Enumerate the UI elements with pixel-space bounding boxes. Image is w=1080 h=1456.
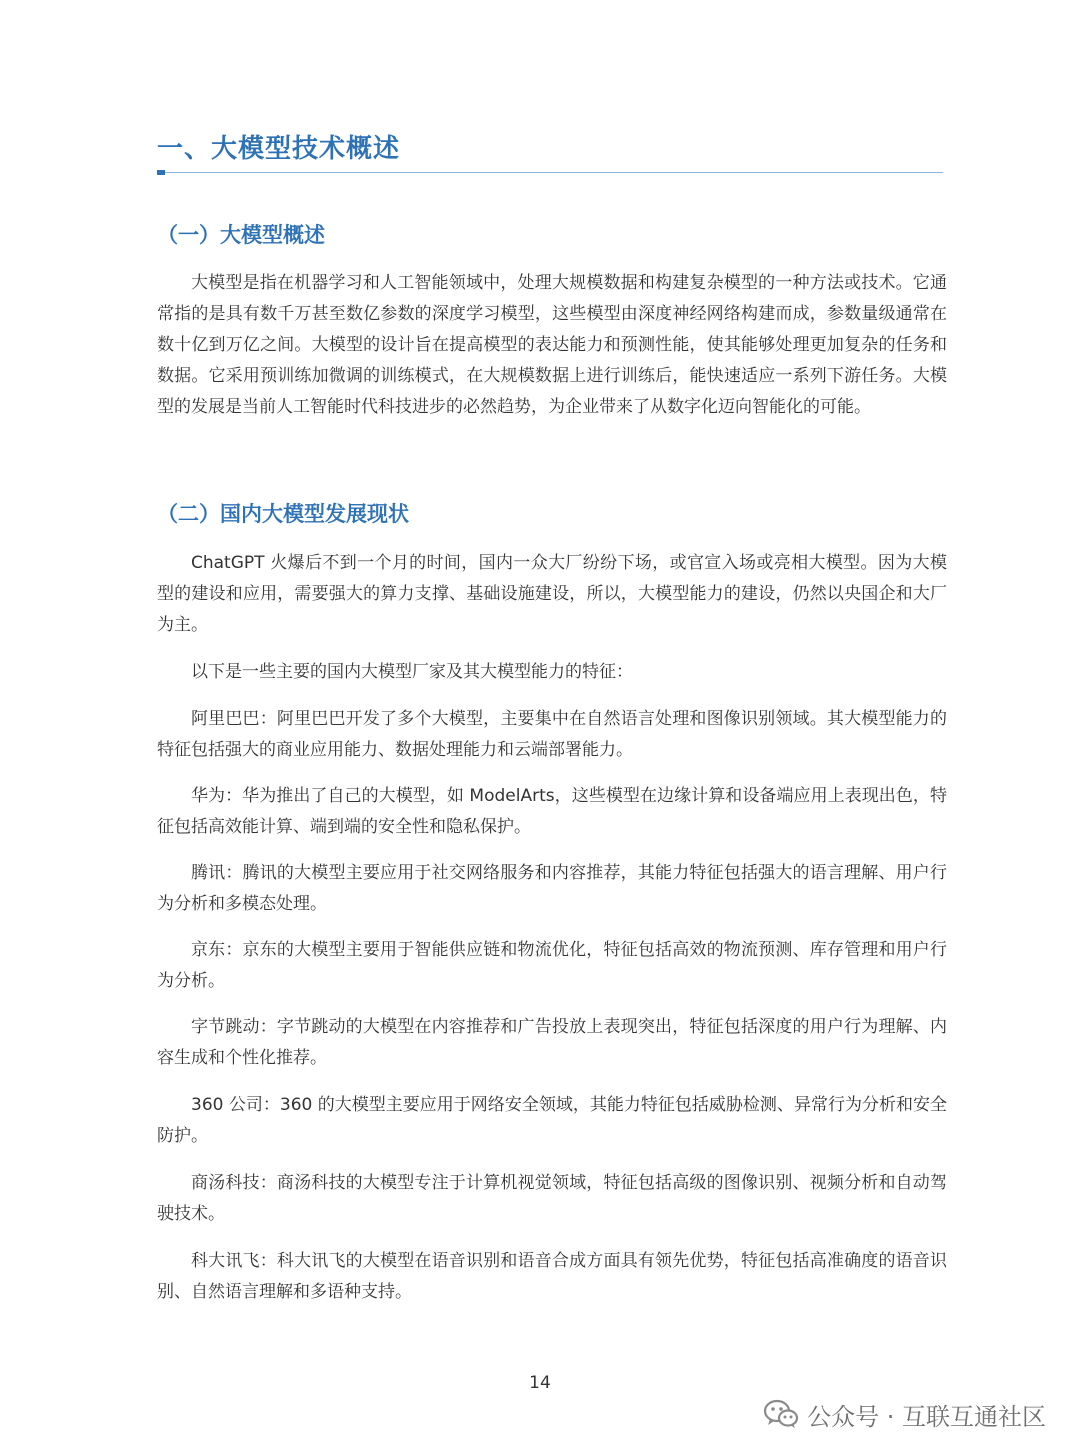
paragraph-jd: 京东：京东的大模型主要用于智能供应链和物流优化，特征包括高效的物流预测、库存管理和用户行为分析。	[157, 940, 947, 991]
chapter-divider	[157, 172, 943, 173]
chapter-divider-marker	[157, 170, 165, 175]
paragraph-sensetime: 商汤科技：商汤科技的大模型专注于计算机视觉领域，特征包括高级的图像识别、视频分析和自动驾驶技术。	[157, 1173, 947, 1224]
paragraph-bytedance: 字节跳动：字节跳动的大模型在内容推荐和广告投放上表现突出，特征包括深度的用户行为理解、内容生成和个性化推荐。	[157, 1017, 947, 1068]
paragraph-alibaba: 阿里巴巴：阿里巴巴开发了多个大模型，主要集中在自然语言处理和图像识别领域。其大模型能力的特征包括强大的商业应用能力、数据处理能力和云端部署能力。	[157, 709, 947, 760]
paragraph-overview: 大模型是指在机器学习和人工智能领域中，处理大规模数据和构建复杂模型的一种方法或技术。它通常指的是具有数千万甚至数亿参数的深度学习模型，这些模型由深度神经网络构建而成，参数量级通常在数十亿到万亿之间。大模型的设计旨在提高模型的表达能力和预测性能，使其能够处理更加复杂的任务和数据。它采用预训练加微调的训练模式，在大规模数据上进行训练后，能快速适应一系列下游任务。大模型的发展是当前人工智能时代科技进步的必然趋势，为企业带来了从数字化迈向智能化的可能。	[157, 273, 947, 417]
paragraph-tencent: 腾讯：腾讯的大模型主要应用于社交网络服务和内容推荐，其能力特征包括强大的语言理解、用户行为分析和多模态处理。	[157, 863, 947, 914]
chapter-title: 一、大模型技术概述	[157, 134, 401, 164]
paragraph-vendor-list-intro: 以下是一些主要的国内大模型厂家及其大模型能力的特征：	[191, 662, 633, 682]
wechat-icon	[763, 1399, 799, 1429]
paragraph-huawei: 华为：华为推出了自己的大模型，如 ModelArts，这些模型在边缘计算和设备端应用上表现出色，特征包括高效能计算、端到端的安全性和隐私保护。	[157, 786, 947, 837]
watermark	[763, 1394, 1046, 1434]
paragraph-chatgpt-intro: ChatGPT 火爆后不到一个月的时间，国内一众大厂纷纷下场，或官宣入场或亮相大模型。因为大模型的建设和应用，需要强大的算力支撑、基础设施建设，所以，大模型能力的建设，仍然以央国企和大厂为主。	[157, 553, 947, 635]
paragraph-iflytek: 科大讯飞：科大讯飞的大模型在语音识别和语音合成方面具有领先优势，特征包括高准确度的语音识别、自然语言理解和多语种支持。	[157, 1251, 947, 1302]
watermark-text: 公众号 · 互联互通社区	[807, 1402, 1046, 1431]
section-title-domestic-status: （二）国内大模型发展现状	[157, 502, 409, 526]
section-title-overview: （一）大模型概述	[157, 223, 325, 247]
page-number: 14	[529, 1373, 551, 1393]
paragraph-360: 360 公司：360 的大模型主要应用于网络安全领域，其能力特征包括威胁检测、异常行为分析和安全防护。	[157, 1095, 947, 1146]
